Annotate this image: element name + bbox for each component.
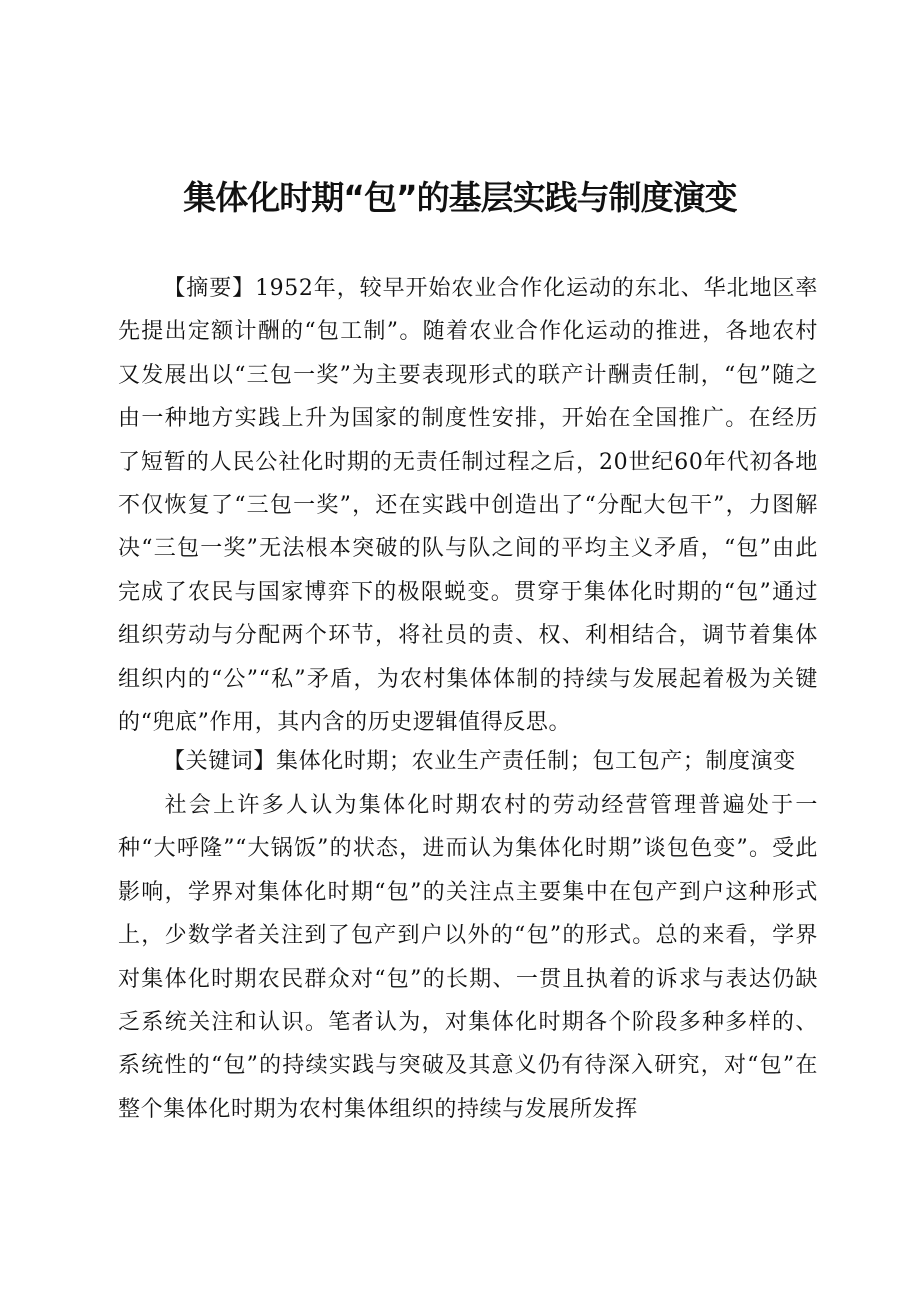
- keywords-label: 【关键词】: [163, 749, 277, 774]
- keywords-text: 集体化时期；农业生产责任制；包工包产；制度演变: [276, 749, 796, 774]
- body-text: 社会上许多人认为集体化时期农村的劳动经营管理普遍处于一种“大呼隆”“大锅饭”的状态，进而认为集体化时期”谈包色变”。受此影响，学界对集体化时期“包”的关注点主要集中在包产到户这种形式上，少数学者关注到了包产到户以外的“包”的形式。总的来看，学界对集体化时期农民群众对“包”的长期、一贯且执着的诉求与表达仍缺乏系统关注和认识。笔者认为，对集体化时期各个阶段多种多样的、系统性的“包”的持续实践与突破及其意义仍有待深入研究，对“包”在整个集体化时期为农村集体组织的持续与发展所发挥: [118, 793, 818, 1122]
- abstract-text: 1952年，较早开始农业合作化运动的东北、华北地区率先提出定额计酬的“包工制”。随着农业合作化运动的推进，各地农村又发展出以“三包一奖”为主要表现形式的联产计酬责任制，“包”随之由一种地方实践上升为国家的制度性安排，开始在全国推广。在经历了短暂的人民公社化时期的无责任制过程之后，20世纪60年代初各地不仅恢复了“三包一奖”，还在实践中创造出了“分配大包干”，力图解决“三包一奖”无法根本突破的队与队之间的平均主义矛盾，“包”由此完成了农民与国家博弈下的极限蜕变。贯穿于集体化时期的“包”通过组织劳动与分配两个环节，将社员的责、权、利相结合，调节着集体组织内的“公”“私”矛盾，为农村集体体制的持续与发展起着极为关键的“兜底”作用，其内含的历史逻辑值得反思。: [118, 276, 819, 736]
- abstract-paragraph: [118, 267, 818, 744]
- body-paragraph: [118, 784, 818, 1131]
- abstract-label: 【摘要】: [163, 276, 256, 301]
- document-title: 集体化时期“包”的基层实践与制度演变: [183, 178, 737, 217]
- keywords-paragraph: [118, 740, 818, 783]
